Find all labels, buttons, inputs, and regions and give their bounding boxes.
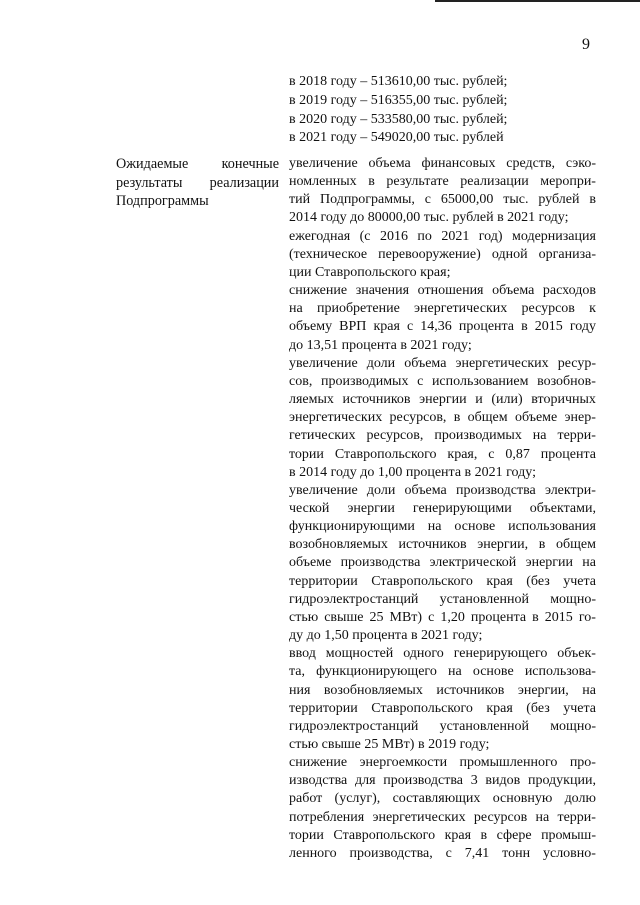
top-edge-rule: [435, 0, 640, 2]
label-word: конечные: [221, 156, 279, 172]
result-line: тории Ставропольского края в сфере промыш-: [289, 827, 596, 843]
result-line: гидроэлектростанций установленной мощно-: [289, 591, 596, 607]
label-word: Ожидаемые: [116, 156, 189, 172]
page-number: 9: [582, 36, 590, 53]
result-line: ленного производства, с 7,41 тонн условно-: [289, 845, 596, 861]
result-line: ния возобновляемых источников энергии, на: [289, 682, 596, 698]
result-line: территории Ставропольского края (без учета: [289, 700, 596, 716]
label-word: реализации: [209, 174, 279, 191]
result-line: возобновляемых источников энергии, в общем: [289, 537, 596, 553]
result-line: номленных в результате реализации меропри-: [289, 174, 596, 190]
label-line: [116, 155, 279, 174]
result-line: ции Ставропольского края;: [289, 264, 451, 280]
funding-line: в 2020 году – 533580,00 тыс. рублей;: [289, 111, 508, 127]
funding-line: в 2021 году – 549020,00 тыс. рублей: [289, 130, 504, 146]
result-line: ческой энергии генерирующими объектами,: [289, 500, 596, 516]
funding-by-year: [289, 73, 507, 148]
result-line: объеме производства электрической энергии на: [289, 555, 596, 571]
result-line: стью свыше 25 МВт) с 1,20 процента в 2015 го-: [289, 609, 596, 625]
expected-results-label: [116, 155, 279, 211]
result-line: в 2014 году до 1,00 процента в 2021 году;: [289, 464, 536, 480]
result-line: до 13,51 процента в 2021 году;: [289, 337, 472, 353]
result-line: стью свыше 25 МВт) в 2019 году;: [289, 737, 490, 752]
result-line: увеличение объема финансовых средств, сэко-: [289, 156, 596, 171]
funding-line: в 2019 году – 516355,00 тыс. рублей;: [289, 92, 508, 108]
result-line: (техническое перевооружение) одной организа-: [289, 246, 596, 262]
result-line: работ (услуг), составляющих основную долю: [289, 791, 596, 807]
result-line: та, функционирующего на основе использова-: [289, 664, 596, 680]
expected-results-text: [289, 155, 596, 863]
result-line: функционирующими на основе использования: [289, 519, 596, 535]
result-line: снижение значения отношения объема расходов: [289, 283, 596, 299]
result-line: энергетических ресурсов, в общем объеме энер-: [289, 410, 596, 426]
result-line: на приобретение энергетических ресурсов к: [289, 301, 596, 317]
result-line: потребления энергетических ресурсов на терри-: [289, 809, 596, 825]
label-line: [116, 192, 279, 211]
result-line: ляемых источников энергии и (или) вторичных: [289, 392, 596, 408]
label-word: результаты: [116, 174, 183, 191]
result-line: изводства для производства 3 видов продукции,: [289, 773, 596, 789]
result-line: 2014 году до 80000,00 тыс. рублей в 2021 году;: [289, 210, 569, 226]
result-line: гидроэлектростанций установленной мощно-: [289, 718, 596, 734]
result-line: объему ВРП края с 14,36 процента в 2015 году: [289, 319, 596, 335]
funding-line: в 2018 году – 513610,00 тыс. рублей;: [289, 74, 508, 89]
label-word: Подпрограммы: [116, 193, 209, 209]
result-line: ду до 1,50 процента в 2021 году;: [289, 628, 483, 644]
result-line: снижение энергоемкости промышленного про-: [289, 755, 596, 771]
label-line: [116, 174, 279, 193]
result-line: увеличение доли объема энергетических ресур-: [289, 355, 596, 371]
result-line: тории Ставропольского края, с 0,87 процента: [289, 446, 596, 462]
result-line: территории Ставропольского края (без учета: [289, 573, 596, 589]
result-line: ежегодная (с 2016 по 2021 год) модернизация: [289, 228, 596, 244]
result-line: тий Подпрограммы, с 65000,00 тыс. рублей в: [289, 192, 596, 208]
result-line: увеличение доли объема производства электри-: [289, 482, 596, 498]
result-line: гетических ресурсов, производимых на терри-: [289, 428, 596, 444]
result-line: сов, производимых с использованием возобнов-: [289, 373, 596, 389]
result-line: ввод мощностей одного генерирующего объек-: [289, 646, 596, 662]
